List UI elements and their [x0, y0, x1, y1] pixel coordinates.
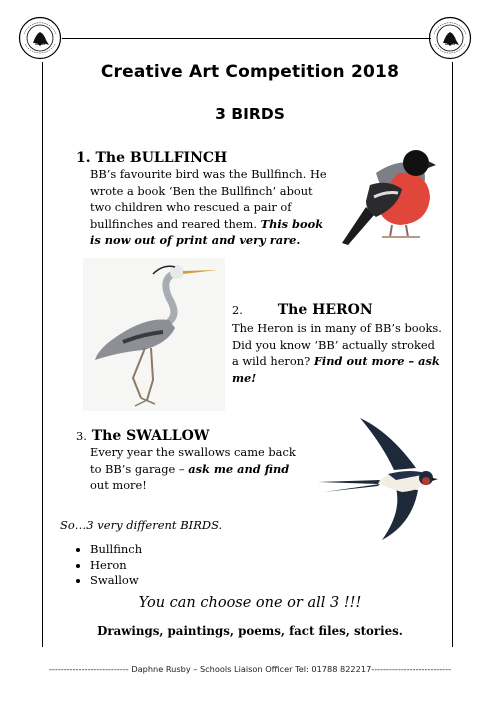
- list-item: • Bullfinch: [90, 542, 142, 558]
- swallow-number: 3.: [76, 429, 87, 443]
- heron-illustration: [83, 258, 225, 411]
- right-border: [452, 62, 453, 647]
- bullfinch-description: BB’s favourite bird was the Bullfinch. He wrote a book ‘Ben the Bullfinch’ about two children who rescued a pair of bullfinches and reared them.: [90, 167, 327, 231]
- bird-list: [72, 542, 142, 589]
- heron-emphasis: Find out more – ask me!: [232, 354, 440, 385]
- list-item: • Swallow: [90, 573, 142, 589]
- top-rule: [62, 38, 431, 39]
- bullfinch-text: [90, 166, 328, 249]
- swallow-illustration: [316, 414, 442, 544]
- swallow-heading: [76, 428, 210, 444]
- footer-contact: --------------------------- Daphne Rusby – Schools Liaison Officer Tel: 01788 822217---------------------------: [48, 664, 452, 674]
- bb-society-logo-left: [18, 16, 62, 60]
- bb-society-logo-right: [428, 16, 472, 60]
- bullfinch-emphasis: This book is now out of print and very rare.: [90, 216, 324, 247]
- swallow-text: [90, 444, 306, 494]
- bullfinch-number: 1.: [76, 150, 91, 166]
- bullfinch-heading: [76, 150, 227, 166]
- heron-number: 2.: [232, 303, 243, 317]
- swallow-name: The SWALLOW: [91, 428, 210, 444]
- left-border: [42, 62, 43, 647]
- page-title: Creative Art Competition 2018: [100, 62, 400, 82]
- bullfinch-name: The BULLFINCH: [95, 150, 228, 166]
- swallow-description-start: Every year the swallows came back to BB’s garage –: [90, 445, 296, 476]
- tagline: Drawings, paintings, poems, fact files, stories.: [97, 624, 403, 638]
- heron-heading: [232, 302, 373, 318]
- heron-name: The HERON: [277, 302, 373, 318]
- page-subtitle: 3 BIRDS: [215, 105, 285, 123]
- swallow-emphasis: ask me and find: [188, 461, 290, 476]
- bullfinch-illustration: [336, 145, 440, 249]
- heron-text: [232, 320, 444, 386]
- summary-line: So…3 very different BIRDS.: [60, 518, 223, 532]
- heron-description: The Heron is in many of BB’s books. Did you know ‘BB’ actually stroked a wild heron?: [232, 321, 442, 368]
- swallow-description-end: out more!: [90, 478, 147, 492]
- choose-text: You can choose one or all 3 !!!: [138, 595, 362, 611]
- summary-text: [60, 518, 222, 532]
- list-item: • Heron: [90, 558, 142, 574]
